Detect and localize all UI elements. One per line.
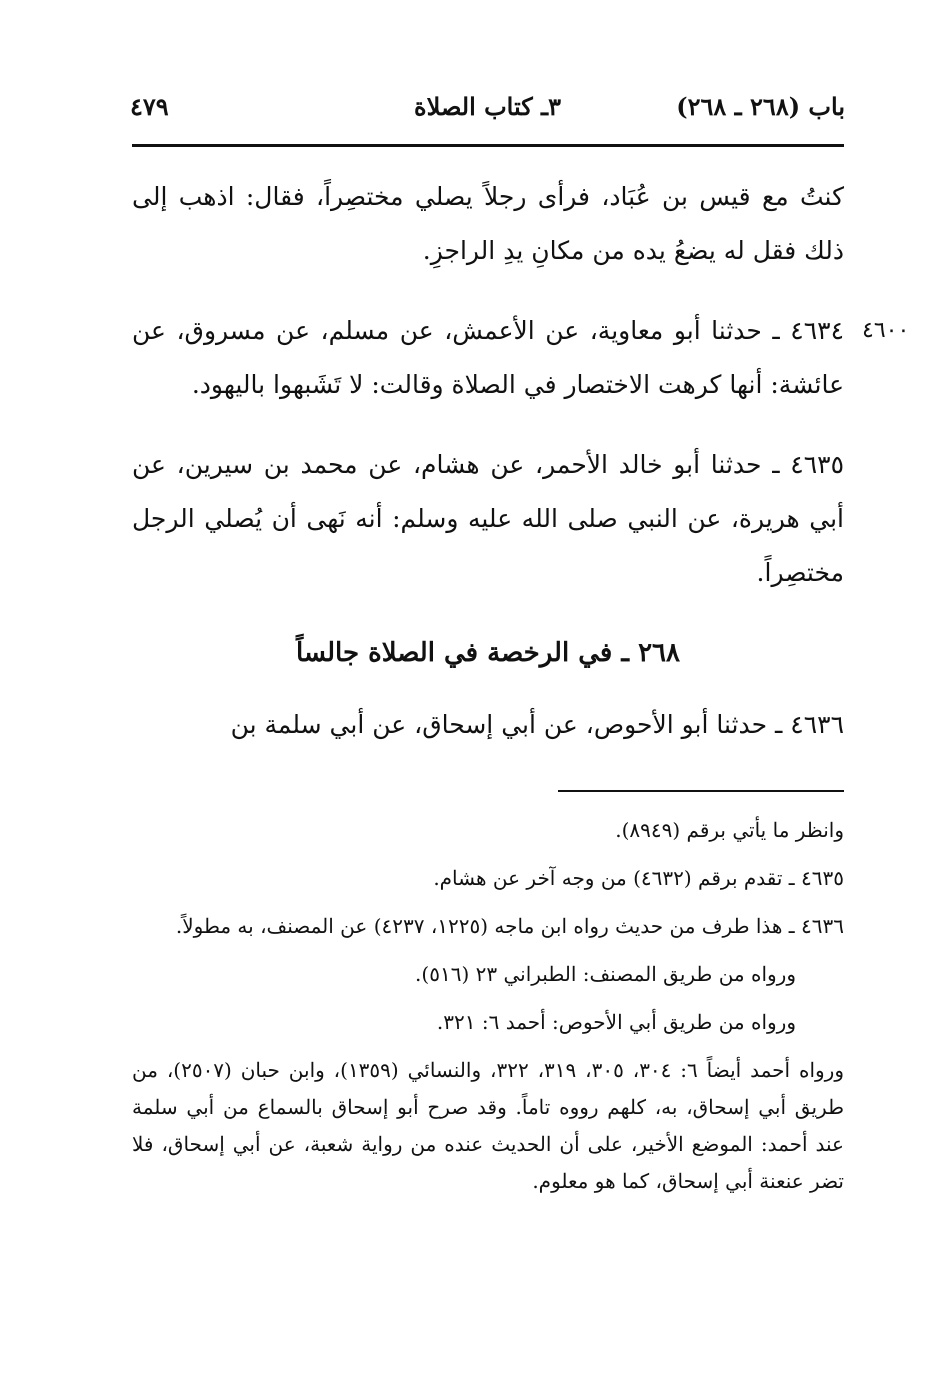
- book-title: ٣ـ كتاب الصلاة: [414, 92, 561, 121]
- chapter-range: باب (٢٦٨ ـ ٢٦٨): [676, 92, 845, 121]
- margin-hadith-number: ٤٦٠٠: [862, 318, 910, 343]
- paragraph-continuation: كنتُ مع قيس بن عُبَاد، فرأى رجلاً يصلي مختصِراً، فقال: اذهب إلى ذلك فقل له يضعُ يده من مكانِ يدِ الراجزِ.: [132, 182, 844, 265]
- footnote-item: ورواه من طريق أبي الأحوص: أحمد ٦: ٣٢١.: [436, 1010, 796, 1034]
- footnote-item: ورواه من طريق المصنف: الطبراني ٢٣ (٥١٦).: [415, 962, 796, 986]
- section-heading: ٢٦٨ ـ في الرخصة في الصلاة جالساً: [296, 638, 680, 668]
- footnotes: [132, 812, 844, 1211]
- page-header: [130, 92, 845, 136]
- footnote-divider: [558, 790, 844, 792]
- footnote-item: وانظر ما يأتي برقم (٨٩٤٩).: [615, 818, 844, 842]
- hadith-4635: ٤٦٣٥ ـ حدثنا أبو خالد الأحمر، عن هشام، عن محمد بن سيرين، عن أبي هريرة، عن النبي صلى الله عليه وسلم: أنه نَهى أن يُصلي الرجل مختصِراً.: [132, 450, 844, 587]
- footnote-item: ٤٦٣٥ ـ تقدم برقم (٤٦٣٢) من وجه آخر عن هشام.: [433, 866, 844, 890]
- footnote-item: ٤٦٣٦ ـ هذا طرف من حديث رواه ابن ماجه (١٢٢٥، ٤٢٣٧) عن المصنف، به مطولاً.: [175, 914, 844, 938]
- hadith-4636: ٤٦٣٦ ـ حدثنا أبو الأحوص، عن أبي إسحاق، عن أبي سلمة بن: [230, 710, 844, 739]
- page-number: ٤٧٩: [130, 92, 169, 121]
- hadith-4634: ٤٦٣٤ ـ حدثنا أبو معاوية، عن الأعمش، عن مسلم، عن مسروق، عن عائشة: أنها كرهت الاختصار في الصلاة وقالت: لا تَشَبهوا باليهود.: [132, 316, 844, 399]
- footnote-item: ورواه أحمد أيضاً ٦: ٣٠٤، ٣٠٥، ٣١٩، ٣٢٢، والنسائي (١٣٥٩)، وابن حبان (٢٥٠٧)، من طريق أبي إسحاق، به، كلهم رووه تاماً. وقد صرح أبو إسحاق بالسماع من أبي سلمة عند أحمد: الموضع الأخير، على أن الحديث عنده من رواية شعبة، عن أبي إسحاق، فلا تضر عنعنة أبي إسحاق، كما هو معلوم.: [132, 1058, 844, 1193]
- main-text: [132, 170, 844, 752]
- header-divider: [132, 144, 844, 147]
